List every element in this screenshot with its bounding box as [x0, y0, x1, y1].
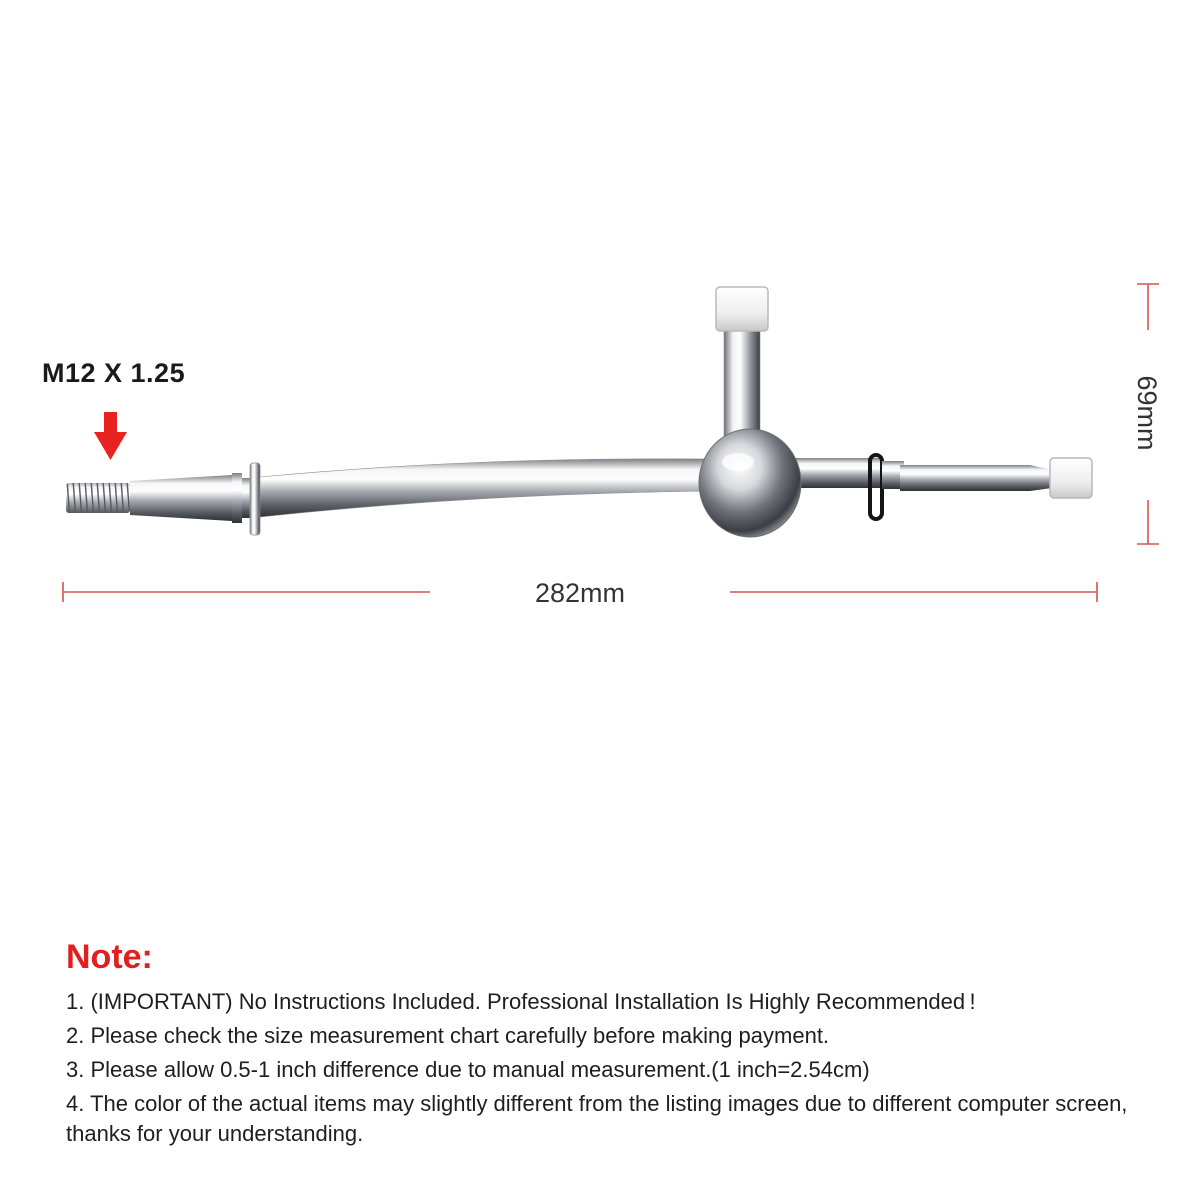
- top-cap: [716, 287, 768, 331]
- shifter-shaft: [66, 287, 1092, 537]
- end-cap: [1050, 458, 1092, 498]
- main-tube: [260, 459, 712, 517]
- thread-spec-label: M12 X 1.25: [42, 358, 186, 388]
- ball-pivot: [699, 429, 801, 537]
- note-item-4: 4. The color of the actual items may slightly different from the listing images due to different computer screen, thanks for your understanding.: [66, 1091, 1128, 1146]
- vertical-post: [724, 320, 760, 445]
- note-item-3: 3. Please allow 0.5-1 inch difference due to manual measurement.(1 inch=2.54cm): [66, 1057, 870, 1082]
- height-label: 69mm: [1132, 375, 1162, 451]
- red-arrow-icon: [94, 412, 127, 460]
- note-title: Note:: [66, 938, 153, 976]
- flange: [250, 463, 260, 535]
- threaded-tip: [66, 483, 130, 513]
- note-item-1: 1. (IMPORTANT) No Instructions Included. Professional Installation Is Highly Recommended !: [66, 989, 976, 1014]
- note-list: [66, 987, 1166, 1153]
- length-label: 282mm: [534, 578, 626, 608]
- note-item-2: 2. Please check the size measurement chart carefully before making payment.: [66, 1023, 830, 1048]
